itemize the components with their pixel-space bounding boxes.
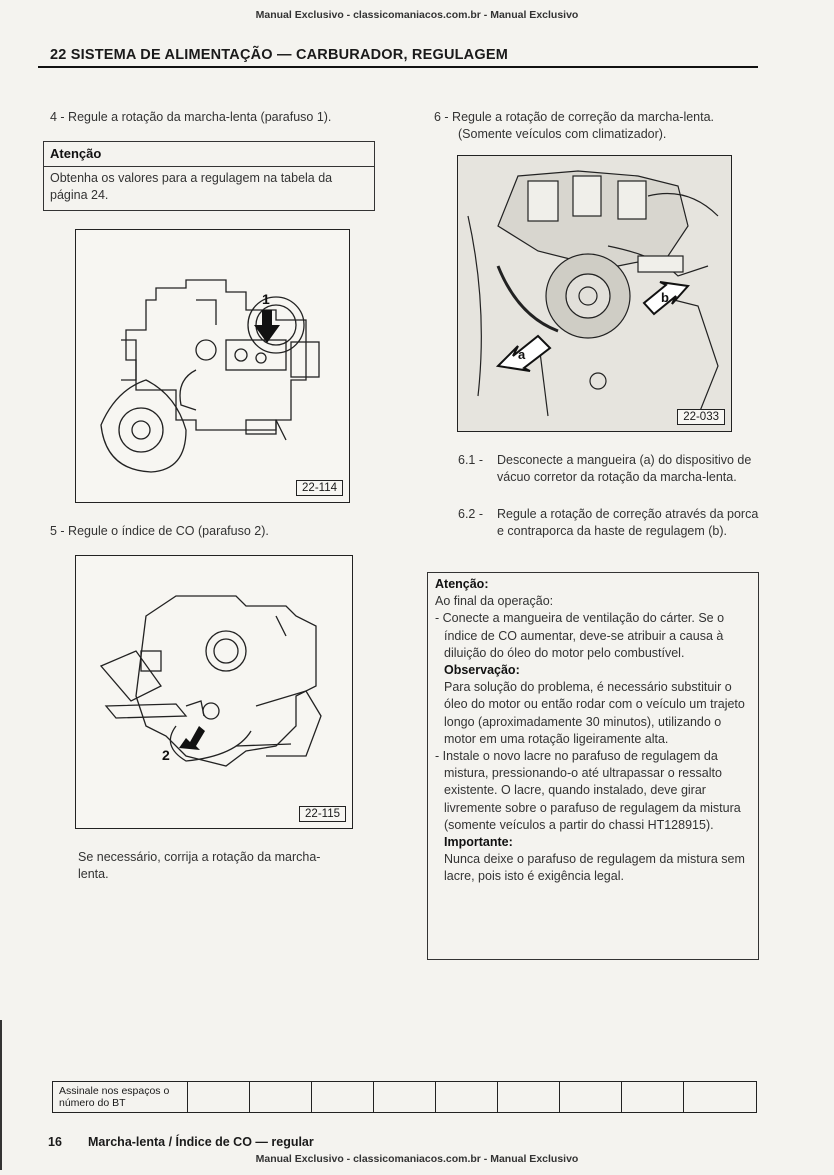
callout-1: 1: [262, 291, 270, 307]
step-6-line1: 6 - Regule a rotação de correção da marcha-lenta.: [434, 110, 715, 124]
step-6-1-number: 6.1 -: [458, 453, 484, 467]
watermark-top: Manual Exclusivo - classicomaniacos.com.br - Manual Exclusivo: [255, 9, 579, 21]
bt-cell[interactable]: [684, 1082, 757, 1113]
attention-right-intro: Ao final da operação:: [435, 594, 554, 609]
step-6-2-number: 6.2 -: [458, 507, 484, 521]
figure-22-115: [75, 555, 353, 829]
carburetor-co-illustration: [76, 556, 352, 828]
attention-title: Atenção: [50, 146, 102, 161]
page-footer-title: Marcha-lenta / Índice de CO — regular: [88, 1135, 314, 1149]
figure-label-22-033: 22-033: [677, 409, 725, 425]
callout-2: 2: [162, 747, 170, 763]
section-title: 22 SISTEMA DE ALIMENTAÇÃO — CARBURADOR, REGULAGEM: [50, 47, 508, 63]
header-rule: [38, 66, 758, 68]
bt-cell[interactable]: [436, 1082, 498, 1113]
attention-divider: [44, 166, 374, 167]
step-5: 5 - Regule o índice de CO (parafuso 2).: [50, 524, 269, 538]
attention-item-1: - Conecte a mangueira de ventilação do cárter. Se o índice de CO aumentar, deve-se atribuir a causa à diluição do óleo do motor pelo combustível.: [435, 611, 725, 660]
bt-cell[interactable]: [560, 1082, 622, 1113]
page-number: 16: [48, 1135, 62, 1149]
step-6-1-text: Desconecte a mangueira (a) do dispositivo de vácuo corretor da rotação da marcha-lenta.: [497, 453, 752, 484]
callout-a: a: [518, 347, 526, 362]
bt-table-label: Assinale nos espaços o número do BT: [53, 1082, 188, 1113]
figure-label-22-115: 22-115: [299, 806, 346, 822]
attention-box-left: [43, 141, 375, 211]
figure-22-114: [75, 229, 350, 503]
step-4: 4 - Regule a rotação da marcha-lenta (parafuso 1).: [50, 110, 332, 124]
bt-cell[interactable]: [374, 1082, 436, 1113]
important-text: Nunca deixe o parafuso de regulagem da mistura sem lacre, pois isto é exigência legal.: [444, 852, 745, 884]
figure-label-22-114: 22-114: [296, 480, 343, 496]
bt-cell[interactable]: [250, 1082, 312, 1113]
attention-box-right: [427, 572, 759, 960]
callout-b: b: [661, 290, 669, 305]
attention-right-title: Atenção:: [435, 577, 489, 591]
binding-edge: [0, 1020, 2, 1170]
bt-cell[interactable]: [498, 1082, 560, 1113]
observation-text: Para solução do problema, é necessário substituir o óleo do motor ou então rodar com o veículo um trajeto longo (aproximadamente 30 minutos), utilizando o motor em uma rotação ligeiramente alta.: [444, 680, 745, 746]
figure-22-033: [457, 155, 732, 432]
carburetor-illustration: [76, 230, 349, 502]
bt-cell[interactable]: [622, 1082, 684, 1113]
important-title: Importante:: [444, 835, 513, 850]
step-6-line2: (Somente veículos com climatizador).: [458, 127, 667, 141]
watermark-bottom: Manual Exclusivo - classicomaniacos.com.br - Manual Exclusivo: [255, 1153, 579, 1165]
correction-note: Se necessário, corrija a rotação da marcha-lenta.: [78, 850, 321, 881]
observation-title: Observação:: [444, 663, 520, 678]
bt-table: [52, 1081, 757, 1113]
step-6-2-text: Regule a rotação de correção através da porca e contraporca da haste de regulagem (b).: [497, 507, 759, 538]
attention-item-2: - Instale o novo lacre no parafuso de regulagem da mistura, pressionando-o até ultrapassar o ressalto existente. O lacre, quando instalado, deve girar livremente sobre o parafuso de regulagem da mistura (somente veículos a partir do chassi HT128915).: [435, 749, 741, 832]
bt-cell[interactable]: [312, 1082, 374, 1113]
engine-vacuum-illustration: [458, 156, 731, 431]
attention-text: Obtenha os valores para a regulagem na tabela da página 24.: [50, 171, 333, 202]
bt-cell[interactable]: [188, 1082, 250, 1113]
